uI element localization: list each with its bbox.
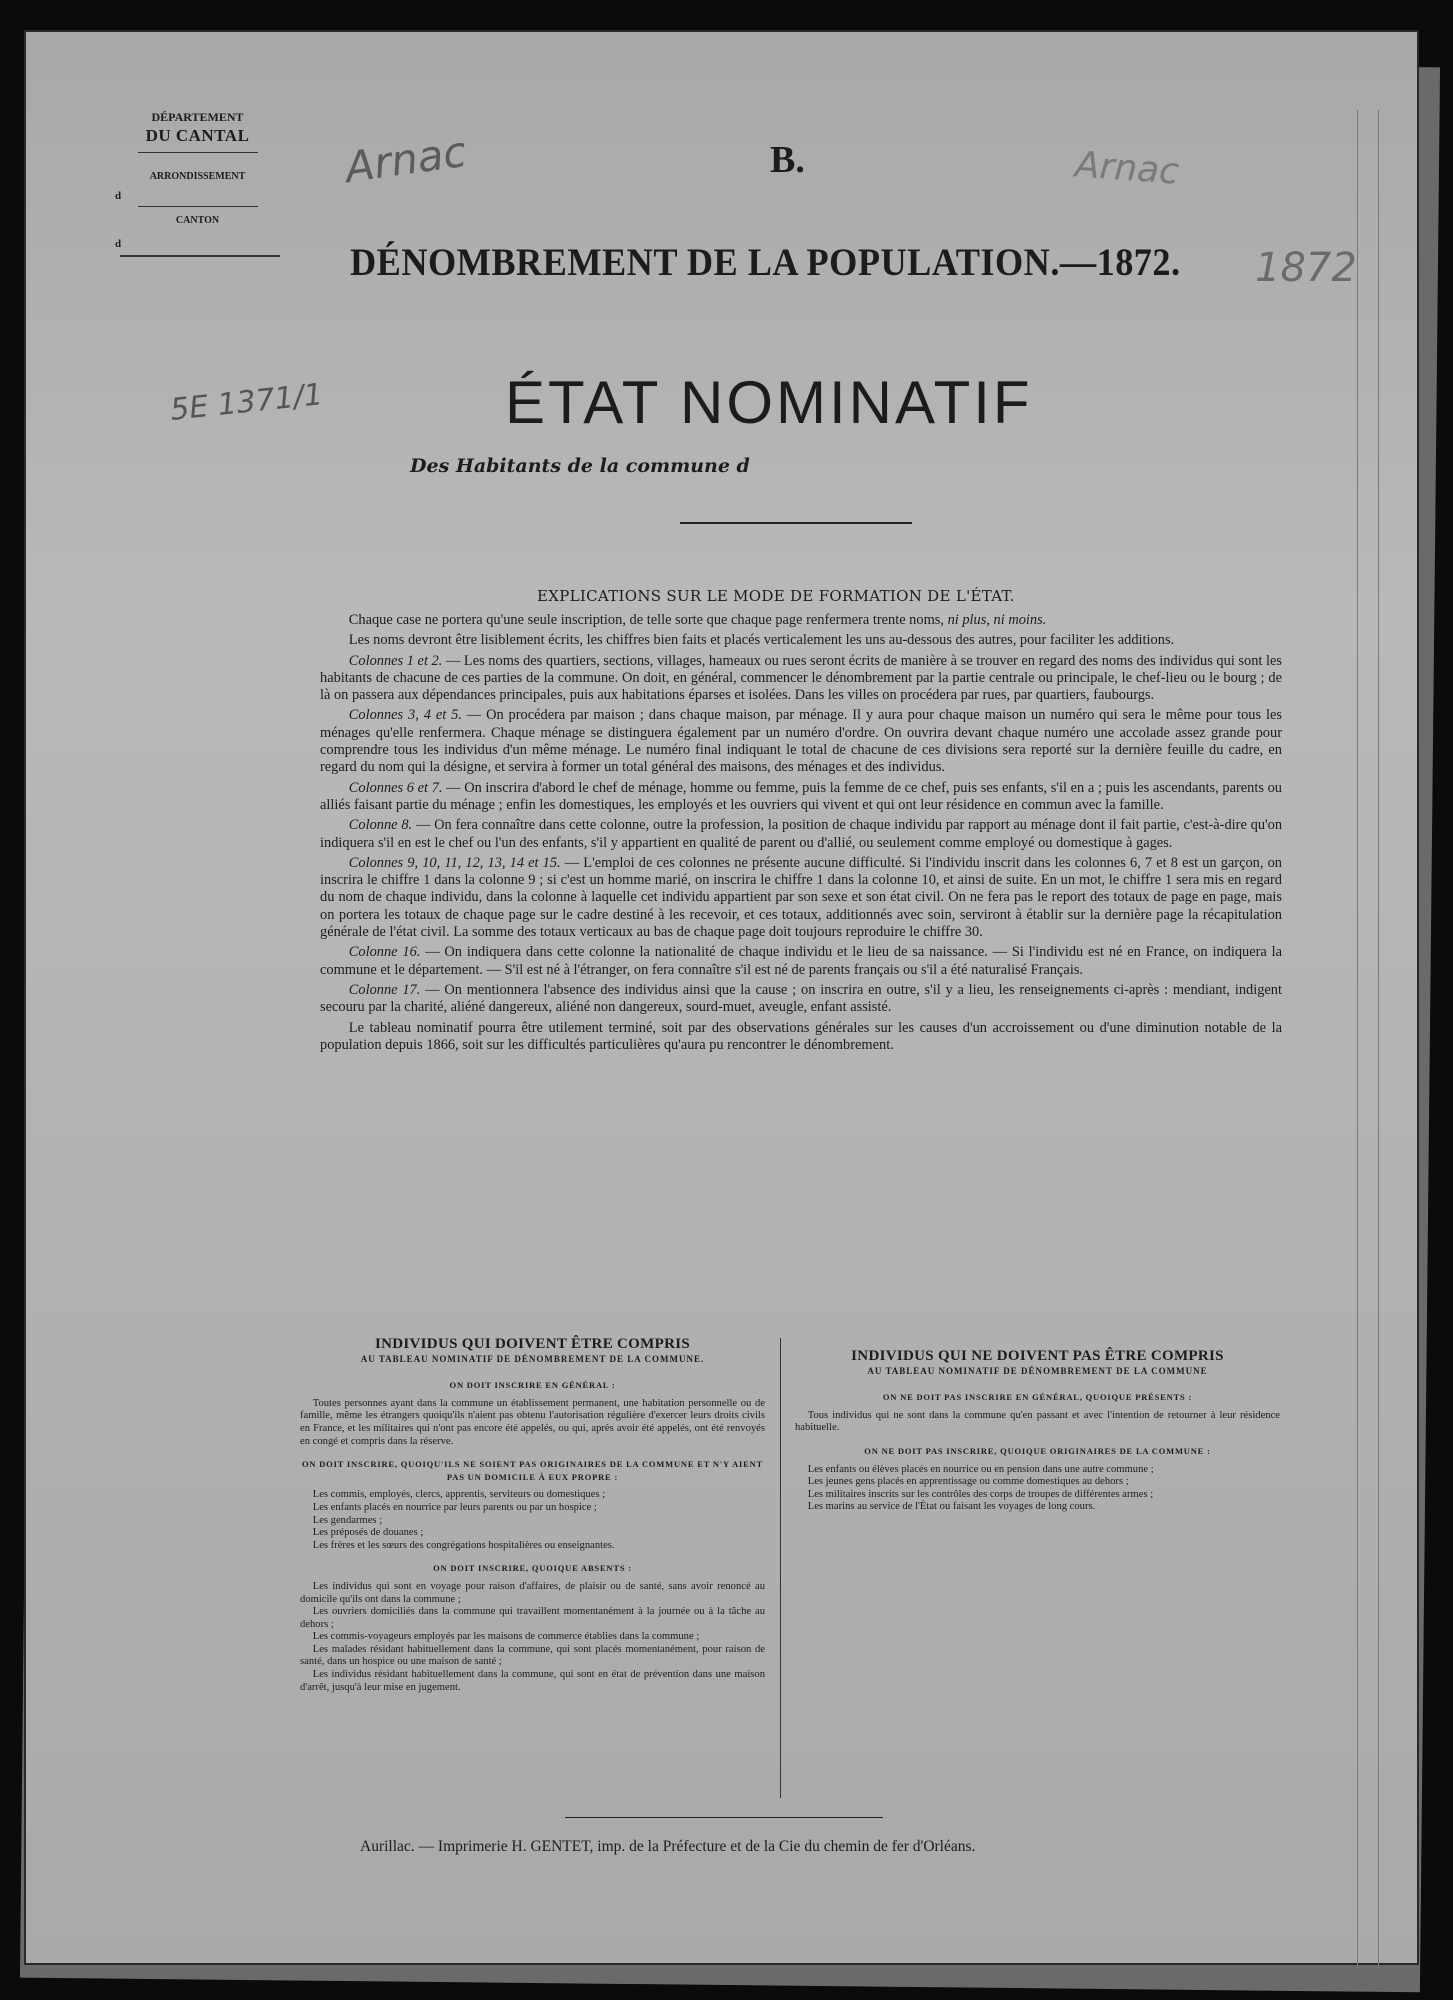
list-item: Les préposés de douanes ; <box>312 1527 424 1539</box>
commune-subtitle: Des Habitants de la commune d <box>410 455 750 477</box>
list-item: Les enfants placés en nourrice par leurs parents ou par un hospice ; <box>312 1501 597 1513</box>
expl-column-17 <box>320 982 1282 1017</box>
list-item: Les jeunes gens placés en apprentissage ou comme domestiques au dehors ; <box>807 1476 1129 1488</box>
expl-column-8 <box>320 817 1282 852</box>
expl-column-16 <box>320 944 1282 979</box>
label-col-17: Colonne 17. <box>348 981 421 998</box>
list-item: Les malades résidant habituellement dans la commune, qui sont placés momentanément, pour raison de santé, dans un hospice ou une maison de santé ; <box>300 1643 765 1668</box>
label-col-9-15: Colonnes 9, 10, 11, 12, 13, 14 et 15. <box>348 854 561 871</box>
explications-body <box>320 612 1282 1057</box>
included-s3-heading: ON DOIT INSCRIRE, QUOIQUE ABSENTS : <box>433 1563 632 1574</box>
expl-columns-9-15 <box>320 855 1282 941</box>
expl-columns-1-2 <box>320 653 1282 705</box>
arrondissement-label: ARRONDISSEMENT <box>149 171 246 183</box>
list-item: Les gendarmes ; <box>312 1514 383 1526</box>
list-item: Les individus résidant habituellement dans la commune, qui sont en état de prévention dans une maison d'arrêt, jusqu'à leur mise en jugement. <box>300 1669 765 1693</box>
label-col-1-2: Colonnes 1 et 2. <box>348 652 443 669</box>
ruled-edge <box>1357 110 1379 1970</box>
list-item: Les commis-voyageurs employés par les maisons de commerce établies dans la commune ; <box>312 1631 700 1643</box>
arrondissement-d: d <box>115 190 122 202</box>
excluded-subtitle: AU TABLEAU NOMINATIF DE DÉNOMBREMENT DE LA COMMUNE <box>867 1365 1208 1376</box>
list-item: Les commis, employés, clercs, apprentis, serviteurs ou domestiques ; <box>312 1489 606 1501</box>
expl-columns-6-7 <box>320 780 1282 815</box>
list-item: Les militaires inscrits sur les contrôles des corps de troupes de différentes armes ; <box>807 1488 1154 1500</box>
text-col-9-15: — L'emploi de ces colonnes ne présente aucune difficulté. Si l'individu inscrit dans les colonnes 6, 7 et 8 est un garçon, on inscrira le chiffre 1 dans la colonne 9 ; si c'est un homme marié, on inscrira le chiffre 1 dans la colonne 10, et ainsi de suite. En un mot, le chiffre 1 sera mis en regard du nom de chaque individu, dans la colonne à laquelle cet individu appartient par son sexe et son état civil. On ne fera pas le report des totaux de page en page, mais on portera les totaux de chaque page sur le cadre destiné à les recevoir, et ces totaux, additionnés avec soin, serviront à établir sur la dernière page la récapitulation générale de l'état civil. La somme des totaux verticaux au bas de chaque page doit toujours reproduire le chiffre 30. <box>320 854 1282 941</box>
expl-p1-text: Chaque case ne portera qu'une seule inscription, de telle sorte que chaque page renfermera trente noms, <box>348 612 948 628</box>
included-s1-text: Toutes personnes ayant dans la commune un établissement permanent, une habitation personnelle ou de famille, même les étrangers quoiqu'ils n'aient pas obtenu l'autorisation régulière d'exercer leurs droits civils en France, et les militaires qui n'ont pas encore été appelés, ou qui, après avoir été appelés, ont été renvoyés en congé et compris dans la réserve. <box>300 1397 765 1447</box>
text-col-8: — On fera connaître dans cette colonne, outre la profession, la position de chaque individu par rapport au ménage dont il fait partie, c'est-à-dire qu'on indiquera s'il en est le chef ou l'un des enfants, s'il y appartient en qualité de parent ou d'allié, ou seulement comme employé ou domestique à gages. <box>320 817 1283 851</box>
dept-rule <box>138 152 258 153</box>
list-item: Les frères et les sœurs des congrégations hospitalières ou enseignantes. <box>312 1539 615 1551</box>
included-subtitle: AU TABLEAU NOMINATIF DE DÉNOMBREMENT DE LA COMMUNE. <box>360 1353 705 1364</box>
column-divider <box>780 1338 781 1798</box>
form-letter: B. <box>770 139 805 181</box>
explications-heading: EXPLICATIONS SUR LE MODE DE FORMATION DE L'ÉTAT. <box>537 587 1015 605</box>
excluded-s2-heading: ON NE DOIT PAS INSCRIRE, QUOIQUE ORIGINAIRES DE LA COMMUNE : <box>864 1445 1211 1456</box>
text-col-6-7: — On inscrira d'abord le chef de ménage, homme ou femme, puis la femme de ce chef, puis ses enfants, s'il en a ; puis les ascendants, parents ou alliés faisant partie du ménage ; enfin les domestiques, les employés et les ouvriers qui vivent et qui ont leur résidence en commun avec la famille. <box>320 779 1282 813</box>
handwritten-commune-2: Arnac <box>1073 144 1181 193</box>
arr-rule <box>138 206 258 207</box>
canton-label: CANTON <box>175 214 220 226</box>
footer-rule <box>565 1817 883 1818</box>
title-rule <box>680 522 912 524</box>
list-item: Les enfants ou élèves placés en nourrice ou en pension dans une autre commune ; <box>807 1463 1154 1475</box>
list-item: Les marins au service de l'État ou faisant les voyages de long cours. <box>807 1501 1096 1513</box>
printer-footer: Aurillac. — Imprimerie H. GENTET, imp. de la Préfecture et de la Cie du chemin de fer d'Orléans. <box>360 1838 976 1855</box>
list-item: Les individus qui sont en voyage pour raison d'affaires, de plaisir ou de santé, sans avoir renoncé au domicile qu'ils ont dans la commune ; <box>300 1580 765 1605</box>
list-item: Les ouvriers domiciliés dans la commune qui travaillent momentanément à la journée ou à la tâche au dehors ; <box>300 1606 765 1630</box>
expl-paragraph-1 <box>320 612 1282 629</box>
excluded-s1-text: Tous individus qui ne sont dans la commune qu'en passant et avec l'intention de retourner à leur résidence habituelle. <box>795 1409 1280 1434</box>
excluded-title: INDIVIDUS QUI NE DOIVENT PAS ÊTRE COMPRIS <box>851 1348 1224 1364</box>
label-col-16: Colonne 16. <box>348 944 421 961</box>
dept-line1: DÉPARTEMENT <box>151 110 244 124</box>
label-col-3-5: Colonnes 3, 4 et 5. <box>348 707 462 724</box>
included-title: INDIVIDUS QUI DOIVENT ÊTRE COMPRIS <box>375 1336 690 1352</box>
handwritten-commune-1: Arnac <box>342 126 470 193</box>
excluded-individuals-column <box>795 1350 1280 1514</box>
main-title: ÉTAT NOMINATIF <box>505 369 1033 436</box>
canton-rule <box>120 255 280 257</box>
text-col-3-5: — On procédera par maison ; dans chaque maison, par ménage. Il y aura pour chaque maison un numéro qui sera le même pour tous les ménages qu'elle renfermera. Chaque ménage se distinguera également par un numéro d'ordre. On ouvrira devant chaque numéro une accolade assez grande pour comprendre tous les individus d'un même ménage. Le numéro final indiquant le total de chacune de ces divisions sera reporté sur la dernière feuille du cadre, en regard du nom qui la désigne, et servira à former un total général des maisons, des ménages et des individus. <box>320 707 1282 776</box>
page-title: DÉNOMBREMENT DE LA POPULATION.—1872. <box>350 241 1181 284</box>
dept-line2: DU CANTAL <box>145 126 250 145</box>
handwritten-year: 1872 <box>1255 245 1357 291</box>
excluded-s1-heading: ON NE DOIT PAS INSCRIRE EN GÉNÉRAL, QUOIQUE PRÉSENTS : <box>882 1392 1193 1403</box>
text-col-16: — On indiquera dans cette colonne la nationalité de chaque individu et le lieu de sa naissance. — Si l'individu est né en France, on indiquera la commune et le département. — S'il est né à l'étranger, on fera connaître s'il est né de parents français ou s'il a été naturalisé Français. <box>320 944 1282 978</box>
text-col-17: — On mentionnera l'absence des individus ainsi que la cause ; on inscrira en outre, s'il y a lieu, les renseignements ci-après : mendiant, indigent secouru par la charité, aliéné dangereux, aliéné non dangereux, sourd-muet, aveugle, enfant assisté. <box>320 981 1282 1016</box>
canton-d: d <box>115 238 122 250</box>
department-block <box>110 110 285 257</box>
label-col-8: Colonne 8. <box>348 817 413 834</box>
label-col-6-7: Colonnes 6 et 7. <box>348 779 443 796</box>
expl-paragraph-2: Les noms devront être lisiblement écrits, les chiffres bien faits et placés verticalement les uns au-dessous des autres, pour faciliter les additions. <box>348 632 1175 649</box>
expl-final-paragraph: Le tableau nominatif pourra être utilement terminé, soit par des observations générales sur les causes d'un accroissement ou d'une diminution notable de la population depuis 1866, soit sur les difficultés particulières qu'aura pu rencontrer le dénombrement. <box>320 1019 1282 1053</box>
expl-columns-3-5 <box>320 707 1282 776</box>
expl-p1-italic: ni plus, ni moins. <box>947 612 1047 628</box>
included-s2-heading: ON DOIT INSCRIRE, QUOIQU'ILS NE SOIENT PAS ORIGINAIRES DE LA COMMUNE ET N'Y AIENT PAS UN DOMICILE À EUX PROPRE : <box>301 1459 764 1482</box>
included-s1-heading: ON DOIT INSCRIRE EN GÉNÉRAL : <box>449 1380 616 1391</box>
text-col-1-2: — Les noms des quartiers, sections, villages, hameaux ou rues seront écrits de manière à se trouver en regard des noms des individus qui sont les habitants de chacune de ces parties de la commune. On doit, en général, commencer le dénombrement par la partie centrale ou principale, le chef-lieu ou le bourg ; de là on passera aux dépendances principales, puis aux habitations éparses et isolées. Dans les villes on procédera par rues, par quartiers, faubourgs. <box>320 652 1282 704</box>
handwritten-cote: 5E 1371/1 <box>168 377 325 428</box>
included-individuals-column <box>300 1338 765 1694</box>
